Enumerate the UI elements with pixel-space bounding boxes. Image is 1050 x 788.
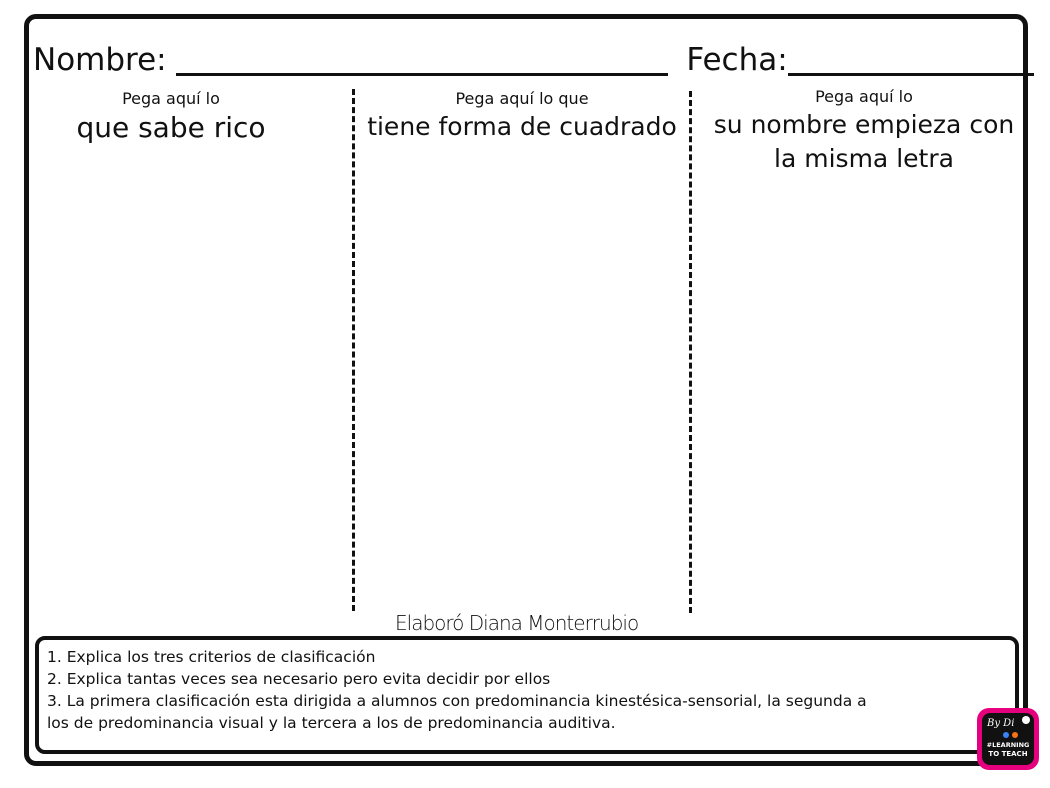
instruction-line: 1. Explica los tres criterios de clasificación — [47, 648, 376, 666]
facebook-icon — [1003, 732, 1009, 738]
instruction-line: los de predominancia visual y la tercera a los de predominancia auditiva. — [47, 714, 616, 732]
logo-graphic — [975, 706, 1045, 772]
header-line — [33, 40, 1034, 80]
column-divider-1 — [352, 89, 355, 611]
column-1-small: Pega aquí lo — [122, 89, 220, 108]
column-3-big-line-2: la misma letra — [774, 144, 954, 173]
column-divider-2 — [689, 91, 692, 613]
column-2-small: Pega aquí lo que — [455, 89, 589, 108]
name-label: Nombre: — [33, 42, 167, 78]
instruction-line: 2. Explica tantas veces sea necesario pero evita decidir por ellos — [47, 670, 551, 688]
column-3-small: Pega aquí lo — [815, 87, 913, 106]
column-2-big: tiene forma de cuadrado — [367, 112, 677, 141]
column-1-big: que sabe rico — [76, 111, 266, 144]
column-1-heading — [40, 88, 302, 146]
instructions-box — [35, 636, 1019, 754]
author-credit: Elaboró Diana Monterrubio — [395, 611, 639, 635]
column-2-heading — [356, 88, 688, 144]
date-label: Fecha: — [686, 42, 788, 78]
column-3-heading — [700, 86, 1028, 176]
logo-dot-icon — [1022, 716, 1030, 724]
learning-to-teach-logo — [975, 706, 1045, 772]
logo-line-3: TO TEACH — [988, 750, 1028, 758]
column-3-big-line-1: su nombre empieza con — [713, 110, 1015, 139]
instruction-line: 3. La primera clasificación esta dirigida a alumnos con predominancia kinestésica-sensorial, la segunda a — [47, 692, 867, 710]
name-blank[interactable] — [176, 43, 668, 76]
logo-line-1: By Di — [987, 718, 1015, 729]
instagram-icon — [1012, 732, 1018, 738]
date-blank[interactable] — [788, 43, 1034, 76]
logo-line-2: #LEARNING — [986, 741, 1030, 749]
